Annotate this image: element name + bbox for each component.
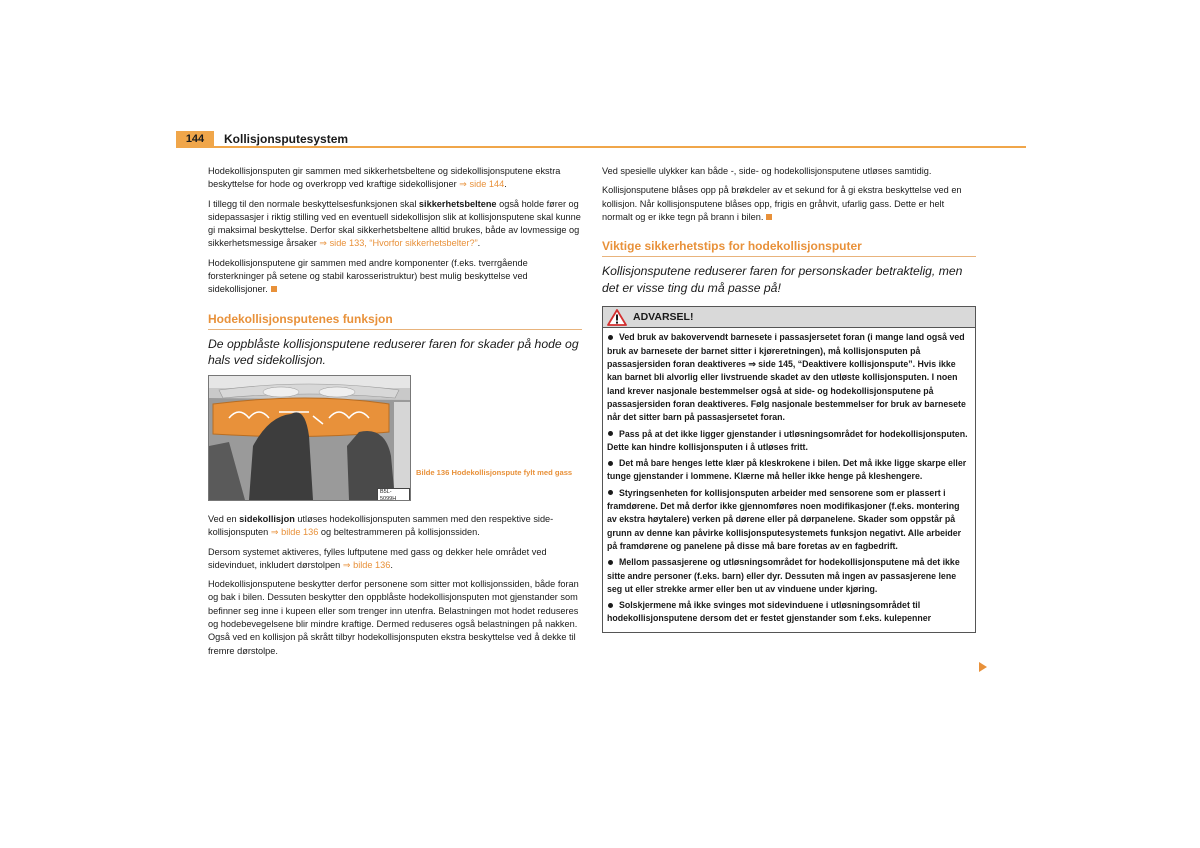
paragraph [208,513,582,540]
warning-item [607,331,971,424]
section-end-marker [271,286,277,292]
text: Hodekollisjonsputen gir sammen med sikkerhetsbeltene og sidekollisjonsputene ekstra beskyttelse for hode og overkropp ved kraftige sidekollisjoner [208,166,561,190]
page-title: Kollisjonsputesystem [224,132,349,146]
paragraph [208,257,582,297]
bullet-icon [608,603,613,608]
page-reference-link[interactable]: ⇒ side 133, “Hvorfor sikkerhetsbelter?” [319,238,478,249]
left-column [208,165,582,664]
warning-triangle-icon [607,309,627,326]
text: Pass på at det ikke ligger gjenstander i utløsningsområdet for hodekollisjonsputen. Dette kan hindre kollisjonsputen i å utløses fritt. [607,428,968,452]
page-reference-link[interactable]: ⇒ side 145, “Deaktivere kollisjonspute” [748,359,913,370]
section-heading: Hodekollisjonsputenes funksjon [208,313,582,330]
warning-item [607,487,971,553]
lead-text: De oppblåste kollisjonsputene reduserer faren for skader på hode og hals ved sidekollisjon. [208,336,579,368]
paragraph [208,165,582,192]
text: . [390,559,393,570]
text: Ved bruk av bakovervendt barnesete i passasjersetet foran (i mange land også ved bruk av barnesete der barnet sitter i kjøreretningen), må kollisjonsputen på passasjersiden foran deaktiveres [607,332,965,370]
bullet-icon [608,490,613,495]
figure-reference-link[interactable]: ⇒ bilde 136 [342,559,391,570]
bullet-icon [608,560,613,565]
emphasis: sikkerhetsbeltene [418,198,497,209]
text: . Hvis ikke kan barnet bli alvorlig eller livstruende skadet av den utløste kollisjonsputen. I noen land krever nasjonale bestemmelser også at side- og hodekollisjonsputene på passasjersiden foran deaktiveres. Følg nasjonale bestemmelser for bruk av barnesete når det sitter barn på passasjersetet foran. [607,359,966,423]
text: Det må bare henges lette klær på kleskrokene i bilen. Det må ikke ligge skarpe eller tunge gjenstander i lommene. Klærne må heller ikke henge på kleshengere. [607,458,967,482]
paragraph: Hodekollisjonsputene beskytter derfor personene som sitter mot kollisjonssiden, både foran og bak i bilen. Dessuten beskytter den oppblåste hodekollisjonsputen mot gjenstander som befinner seg inne i kupeen eller som trenger inn utenfra. Belastningen mot hodet reduseres og hodebevegelsene blir mindre kraftige. Dermed reduseres også belastningen på nakken. Også ved en kollisjon på skrått tilbyr hodekollisjonsputen ekstra beskyttelse ved å dekke til fremre dørstolpe. [208,579,579,656]
page-reference-link[interactable]: ⇒ side 144 [459,179,505,190]
paragraph [208,546,582,573]
paragraph: Ved spesielle ulykker kan både -, side- og hodekollisjonsputene utløses samtidig. [602,166,932,176]
warning-item [607,599,971,626]
lead-text: Kollisjonsputene reduserer faren for personskader betraktelig, men det er visse ting du må passe på! [602,264,963,295]
figure-id-tag: B5L-5099H [377,488,410,501]
car-interior-illustration [209,376,410,500]
text: utløses hodekollisjonsputen sammen med den respektive sidekollisjonsputen [208,513,554,538]
text: . [477,238,481,249]
airbag-illustration [208,375,411,501]
warning-item [607,556,971,596]
text: . [504,179,507,190]
figure [208,375,582,503]
text: Ved en [208,513,240,524]
section-heading: Viktige sikkerhetstips for hodekollisjonsputer [602,240,976,257]
text: Hodekollisjonsputene gir sammen med andre komponenter (f.eks. tverrgående forsterkninger på setene og stabil karosseristruktur) best mulig beskyttelse ved sidekollisjoner. [208,257,528,295]
page-number: 144 [176,131,214,148]
warning-title: ADVARSEL! [633,310,694,323]
emphasis: sidekollisjon [239,513,295,524]
warning-box [602,306,976,632]
text: og beltestrammeren på kollisjonssiden. [318,527,480,538]
text: Kollisjonsputene blåses opp på brøkdeler av et sekund for å gi ekstra beskyttelse ved en kollisjon. Når kollisjonsputene blåses opp, frigis en gråhvit, ufarlig gass. Dette er helt normalt og er ikke tegn på brann i bilen. [602,185,962,222]
text: Styringsenheten for kollisjonsputen arbeider med sensorene som er plassert i framdørene. Det må derfor ikke gjennomføres noen modifikasjoner (f.eks. montering av ekstra høytalere) verken på dørene eller på dørpanelene. Skader som oppstår på grunn av denne kan påvirke kollisjonsputesystemets funksjon negativt. Alle arbeider på framdørene og panelene på disse må bare foretas av en fagbedrift. [607,487,962,551]
warning-item [607,428,971,455]
text: I tillegg til den normale beskyttelsesfunksjonen skal [208,198,419,209]
text: Solskjermene må ikke svinges mot sidevinduene i utløsningsområdet til hodekollisjonsputene dersom det er festet gjenstander som f.eks. kulepenner [607,600,932,624]
right-column [602,165,976,633]
paragraph [208,198,582,251]
text: Mellom passasjerene og utløsningsområdet for hodekollisjonsputene må det ikke sitte andre personer (f.eks. barn) eller dyr. Dessuten må ingen av passasjerene lene seg ut eller strekke armer eller ben ut av vinduene under kjøring. [607,557,960,594]
paragraph [602,184,976,224]
text: Dersom systemet aktiveres, fylles luftputene med gass og dekker hele området ved sidevinduet, inkludert dørstolpen [208,546,547,570]
bullet-icon [608,461,613,466]
text: også holde fører og sidepassasjer i riktig stilling ved en eventuell sidekollisjon slik at kollisjonsputene skal kunne gi maksimal beskyttelse. Derfor skal sikkerhetsbeltene alltid brukes, både av lovmessige og sikkerhetsmessige årsaker [208,198,581,249]
warning-header [603,307,975,328]
warning-body [603,328,975,631]
figure-caption: Bilde 136 Hodekollisjonspute fylt med gass [416,467,573,477]
bullet-icon [608,431,613,436]
bullet-icon [608,335,613,340]
figure-reference-link[interactable]: ⇒ bilde 136 [270,527,319,538]
section-end-marker [766,214,772,220]
warning-item [607,457,971,484]
continue-arrow-icon [979,662,987,672]
